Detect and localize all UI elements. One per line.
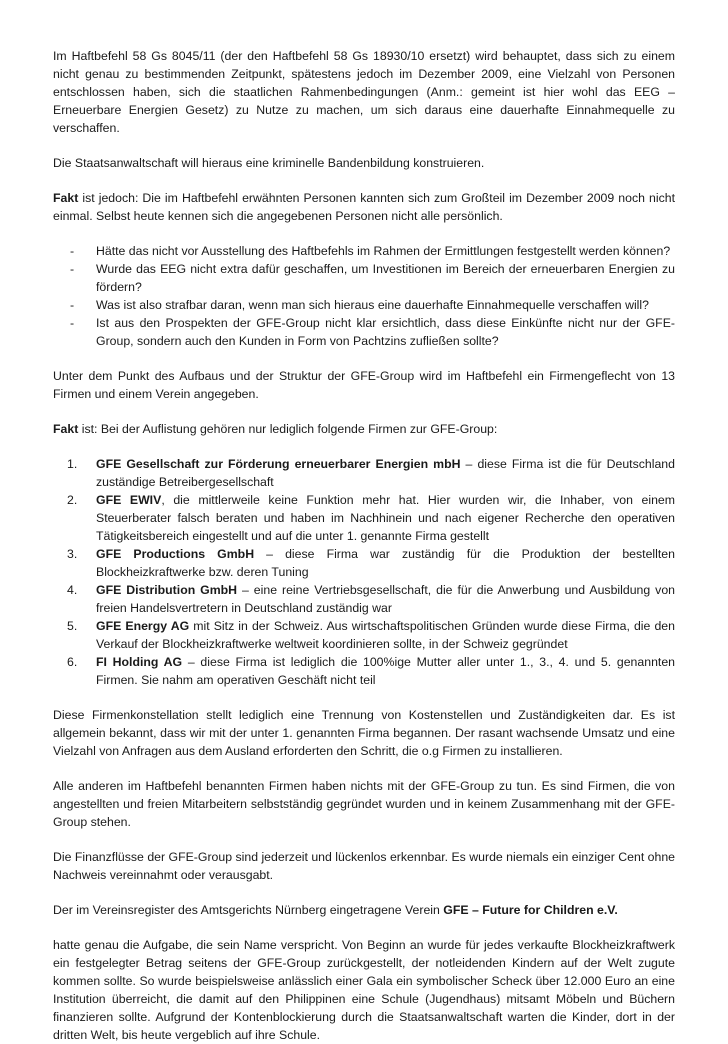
firm-name: GFE EWIV: [96, 493, 162, 507]
dash-marker: -: [70, 298, 75, 312]
firm-number: 3.: [67, 547, 78, 561]
firm-number: 1.: [67, 457, 78, 471]
dash-marker: -: [70, 262, 75, 276]
question-text: Wurde das EEG nicht extra dafür geschaffen, um Investitionen im Bereich der erneuerbaren Energien zu fördern?: [96, 262, 675, 294]
firm-number: 5.: [67, 619, 78, 633]
firm-number: 6.: [67, 655, 78, 669]
firm-item: [53, 491, 675, 545]
firm-name: FI Holding AG: [96, 655, 183, 669]
paragraph-fakt-firmen: [53, 420, 675, 438]
firm-description: , die mittlerweile keine Funktion mehr hat. Hier wurden wir, die Inhaber, von einem Steuerberater falsch beraten und haben im Nachhinein und nach eigener Recherche den operativen Tätigkeitsbereich eingestellt und auf die unter 1. genannte Firma gestellt: [96, 493, 675, 543]
firm-name: GFE Gesellschaft zur Förderung erneuerbarer Energien mbH: [96, 457, 461, 471]
fakt-text: ist jedoch: Die im Haftbefehl erwähnten Personen kannten sich zum Großteil im Dezember 2009 noch nicht einmal. Selbst heute kennen sich die angegebenen Personen nicht alle persönlich.: [53, 191, 675, 223]
fakt-text: ist: Bei der Auflistung gehören nur lediglich folgende Firmen zur GFE-Group:: [78, 422, 498, 436]
paragraph-firmenkonstellation: Diese Firmenkonstellation stellt lediglich eine Trennung von Kostenstellen und Zuständigkeiten dar. Es ist allgemein bekannt, dass wir mit der unter 1. genannten Firma begannen. Der rasant wachsende Umsatz und eine Vielzahl von Anfragen aus dem Ausland erforderten den Schritt, die o.g Firmen zu installieren.: [53, 708, 675, 758]
firm-name: GFE Productions GmbH: [96, 547, 255, 561]
paragraph-staatsanwaltschaft: Die Staatsanwaltschaft will hieraus eine kriminelle Bandenbildung konstruieren.: [53, 156, 485, 170]
firm-name: GFE Energy AG: [96, 619, 190, 633]
firm-name: GFE Distribution GmbH: [96, 583, 238, 597]
paragraph-andere-firmen: Alle anderen im Haftbefehl benannten Firmen haben nichts mit der GFE-Group zu tun. Es sind Firmen, die von angestellten und freien Mitarbeitern selbstständig gegründet wurden und in keinem Zusammenhang mit der GFE-Group stehen.: [53, 779, 675, 829]
firm-description: – diese Firma ist lediglich die 100%ige Mutter aller unter 1., 3., 4. und 5. genannten Firmen. Sie nahm am operativen Geschäft nicht teil: [96, 655, 676, 687]
paragraph-schule: hatte genau die Aufgabe, die sein Name verspricht. Von Beginn an wurde für jedes verkaufte Blockheizkraftwerk ein festgelegter Betrag seitens der GFE-Group zurückgestellt, der notleidenden Kindern auf der Welt zugute kommen sollte. So wurde beispielsweise anlässlich einer Gala ein symbolischer Scheck über 12.000 Euro an eine Institution überreicht, die damit auf den Philippinen eine Schule (Jugendhaus) mitsamt Möbeln und Büchern finanzieren sollte. Aufgrund der Kontenblockierung durch die Staatsanwaltschaft warten die Kinder, dort in der dritten Welt, bis heute vergeblich auf ihre Schule.: [53, 938, 675, 1042]
firm-description: – diese Firma war zuständig für die Produktion der bestellten Blockheizkraftwerke bzw. deren Tuning: [96, 547, 675, 579]
verein-intro: Der im Vereinsregister des Amtsgerichts Nürnberg eingetragene Verein: [53, 903, 444, 917]
paragraph-firmengeflecht: Unter dem Punkt des Aufbaus und der Struktur der GFE-Group wird im Haftbefehl ein Firmengeflecht von 13 Firmen und einem Verein angegeben.: [53, 369, 675, 401]
question-item: [53, 296, 675, 314]
paragraph-finanzfluesse: Die Finanzflüsse der GFE-Group sind jederzeit und lückenlos erkennbar. Es wurde niemals ein einziger Cent ohne Nachweis vereinnahmt oder verausgabt.: [53, 850, 676, 882]
question-list: [53, 242, 675, 350]
firm-item: [53, 653, 675, 689]
firm-item: [53, 581, 675, 617]
fakt-label: Fakt: [53, 191, 79, 205]
fakt-label: Fakt: [53, 422, 79, 436]
firm-list: [53, 455, 675, 689]
question-item: [53, 260, 675, 296]
dash-marker: -: [70, 244, 75, 258]
dash-marker: -: [70, 316, 75, 330]
paragraph-fakt-personen: [53, 189, 675, 225]
verein-name: GFE – Future for Children e.V.: [443, 903, 618, 917]
paragraph-verein: [53, 901, 675, 919]
firm-item: [53, 455, 675, 491]
firm-description: mit Sitz in der Schweiz. Aus wirtschaftspolitischen Gründen wurde diese Firma, die den Verkauf der Blockheizkraftwerke weltweit koordinieren sollte, in der Schweiz gegründet: [96, 619, 675, 651]
question-text: Hätte das nicht vor Ausstellung des Haftbefehls im Rahmen der Ermittlungen festgestellt werden können?: [96, 244, 671, 258]
paragraph-haftbefehl: Im Haftbefehl 58 Gs 8045/11 (der den Haftbefehl 58 Gs 18930/10 ersetzt) wird behauptet, dass sich zu einem nicht genau zu bestimmenden Zeitpunkt, spätestens jedoch im Dezember 2009, eine Vielzahl von Personen entschlossen haben, sich die staatlichen Rahmenbedingungen (Anm.: gemeint ist hier wohl das EEG – Erneuerbare Energien Gesetz) zu Nutze zu machen, um sich daraus eine dauerhafte Einnahmequelle zu verschaffen.: [53, 49, 675, 135]
question-text: Ist aus den Prospekten der GFE-Group nicht klar ersichtlich, dass diese Einkünfte nicht nur der GFE-Group, sondern auch den Kunden in Form von Pachtzins zufließen sollte?: [96, 316, 675, 348]
firm-description: – eine reine Vertriebsgesellschaft, die für die Anwerbung und Ausbildung von freien Handelsvertretern in Deutschland zuständig war: [96, 583, 676, 615]
firm-item: [53, 617, 675, 653]
firm-number: 4.: [67, 583, 78, 597]
firm-number: 2.: [67, 493, 78, 507]
question-item: [53, 242, 675, 260]
firm-item: [53, 545, 675, 581]
firm-description: – diese Firma ist die für Deutschland zuständige Betreibergesellschaft: [96, 457, 675, 489]
question-item: [53, 314, 675, 350]
question-text: Was ist also strafbar daran, wenn man sich hieraus eine dauerhafte Einnahmequelle verschaffen will?: [96, 298, 649, 312]
